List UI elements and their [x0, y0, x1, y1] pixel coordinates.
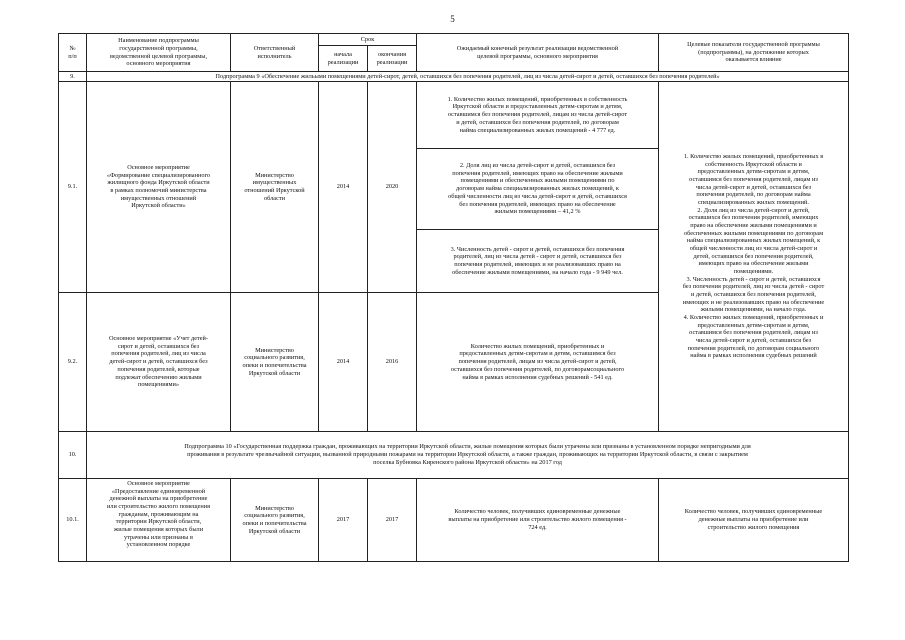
table-row [59, 432, 849, 479]
table-row [59, 82, 849, 149]
row-9-title: Подпрограмма 9 «Обеспечение жильыми помещениями детей-сирот, детей, оставшихся без попечения родителей, лиц из числа детей-сирот и детей, оставшихся без попечения родителей» [87, 72, 849, 82]
row-9-1-result-1: 1. Количество жилых помещений, приобретенных в собственность Иркутской области и предоставленных детям-сиротам и детям, оставшимся без попечения родителей, лицам из числа детей-сирот и детей, оставшихся без попечения родителей, по договорам найма специализированных жилых помещений - 4 777 ед. [417, 82, 659, 149]
row-9-1-result-2: 2. Доля лиц из числа детей-сирот и детей, оставшихся без попечения родителей, имеющих право на обеспечение жилыми помещениями и обеспеченных жилыми помещениями по договорам найма специализированных жилых помещений, к общей численности лиц из числа детей-сирот и детей, оставшихся без попечения родителей, имеющих право на обеспечение жилыми помещениями – 41,2 % [417, 149, 659, 230]
header-num: № п/п [59, 34, 87, 72]
row-10-1-result: Количество человек, получивших единовременные денежные выплаты на приобретение или строительство жилого помещения - 724 ед. [417, 479, 659, 562]
row-9-num: 9. [59, 72, 87, 82]
row-9-2-name: Основное мероприятие «Учет детей- сирот и детей, оставшихся без попечения родителей, лиц из числа детей-сирот и детей, оставшихся без попечения родителей, которые подлежат обеспечению жилыми помещениями» [87, 293, 231, 432]
row-9-1-start: 2014 [319, 82, 368, 293]
row-9-1-num: 9.1. [59, 82, 87, 293]
row-10-1-end: 2017 [368, 479, 417, 562]
header-name: Наименование подпрограммы государственной программы, ведомственной целевой программы, основного мероприятия [87, 34, 231, 72]
row-9-2-num: 9.2. [59, 293, 87, 432]
row-9-1-name: Основное мероприятие «Формирование специализированного жилищного фонда Иркутской области в рамках полномочий министерства имущественных отношений Иркутской области» [87, 82, 231, 293]
row-9-2-executor: Министерство социального развития, опеки и попечительства Иркутской области [231, 293, 319, 432]
row-10-1-start: 2017 [319, 479, 368, 562]
header-result: Ожидаемый конечный результат реализации ведомственной целевой программы, основного мероприятия [417, 34, 659, 72]
row-10-1-name: Основное мероприятие «Предоставление единовременной денежной выплаты на приобретение или строительство жилого помещения гражданам, проживающим на территории Иркутской области, жилые помещения которых были утрачены или признаны в установленном порядке [87, 479, 231, 562]
header-term: Срок [319, 34, 417, 46]
header-end: окончания реализации [368, 46, 417, 72]
page-number: 5 [450, 14, 455, 24]
header-start: начала реализации [319, 46, 368, 72]
program-table [58, 33, 849, 562]
row-10-num: 10. [59, 432, 87, 479]
row-9-2-result: Количество жилых помещений, приобретенных и предоставленных детям-сиротам и детям, оставшимся без попечения родителей, лицам из числа детей-сирот и детей, оставшихся без попечения родителей, по договорамсоциального найма в рамках исполнения судебных решений - 541 ед. [417, 293, 659, 432]
row-10-1-indicators: Количество человек, получивших единовременные денежные выплаты на приобретение или строительство жилого помещения [659, 479, 849, 562]
header-executor: Ответственный исполнитель [231, 34, 319, 72]
row-9-2-start: 2014 [319, 293, 368, 432]
row-10-1-num: 10.1. [59, 479, 87, 562]
row-9-1-result-3: 3. Численность детей - сирот и детей, оставшихся без попечения родителей, лиц из числа детей - сирот и детей, оставшихся без попечения родителей, имеющих и не реализовавших право на обеспечение жилыми помещениями, на начало года - 9 949 чел. [417, 230, 659, 293]
row-9-2-end: 2016 [368, 293, 417, 432]
table-row [59, 72, 849, 82]
row-10-1-executor: Министерство социального развития, опеки и попечительства Иркутской области [231, 479, 319, 562]
table-row [59, 479, 849, 562]
row-9-1-executor: Министерство имущественных отношений Иркутской области [231, 82, 319, 293]
row-9-indicators: 1. Количество жилых помещений, приобретенных в собственность Иркутской области и предоставленных детям-сиротам и детям, оставшимся без попечения родителей, лицам из числа детей-сирот и детей, оставшихся без попечения родителей, по договорам найма специализированных жилых помещений. 2. Доля лиц из числа детей-сирот и детей, оставшихся без попечения родителей, имеющих право на обеспечение жилыми помещениями и обеспеченных жилыми помещениями по договорам найма специализированных жилых помещений, к общей численности лиц из числа детей-сирот и детей, оставшихся без попечения родителей, имеющих право на обеспечение жилыми помещениями. 3. Численность детей - сирот и детей, оставшихся без попечения родителей, лиц из числа детей - сирот и детей, оставшихся без попечения родителей, имеющих и не реализовавших право на обеспечение жилыми помещениями, на начало года. 4. Количество жилых помещений, приобретенных и предоставленных детям-сиротам и детям, оставшимся без попечения родителей, лицам из числа детей-сирот и детей, оставшихся без попечения родителей, по договорам социального найма в рамках исполнения судебных решений [659, 82, 849, 432]
row-9-1-end: 2020 [368, 82, 417, 293]
row-10-title: Подпрограмма 10 «Государственная поддержка граждан, проживающих на территории Иркутской области, жилые помещения которых были утрачены или признаны в установленном порядке непригодными для проживания в результате чрезвычайной ситуации, вызванной природными пожарами на территории Иркутской области, а также граждан, проживающих на территории Иркутской области, в связи с закрытием поселка Бубновка Киренского района Иркутской области» на 2017 год [87, 432, 849, 479]
header-indicators: Целевые показатели государственной программы (подпрограммы), на достижение которых оказывается влияние [659, 34, 849, 72]
